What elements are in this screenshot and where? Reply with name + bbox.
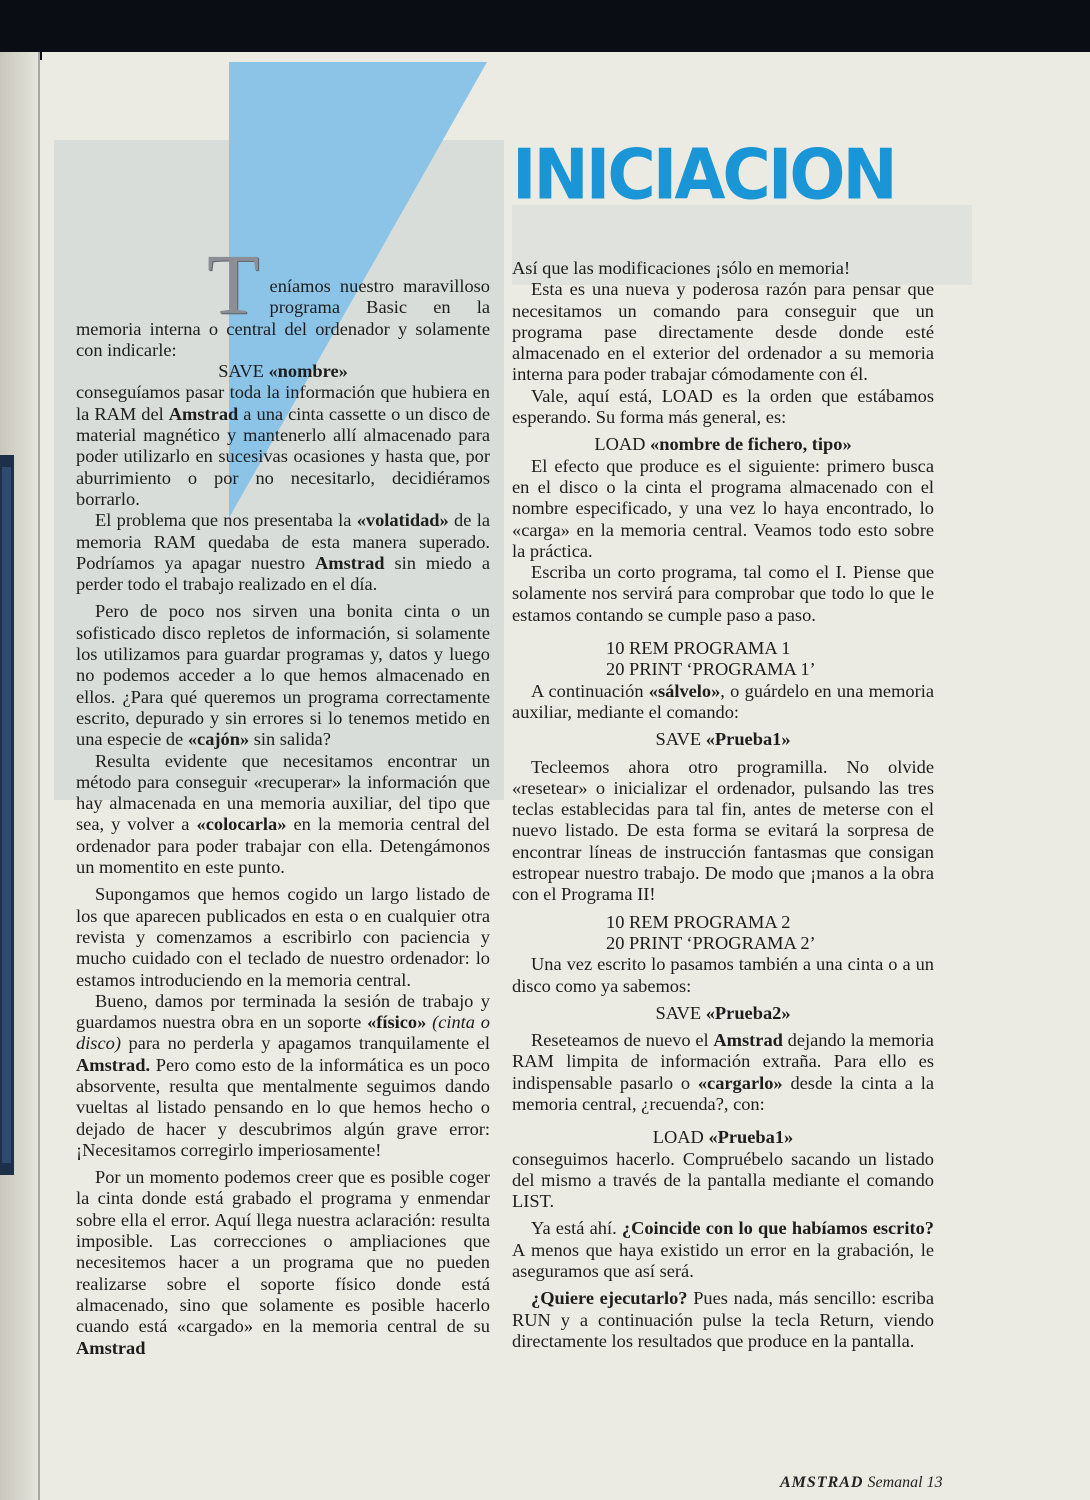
code-line: 10 REM PROGRAMA 1 — [606, 638, 791, 659]
command-save-nombre: SAVE «nombre» — [218, 361, 348, 382]
paragraph-r7: Tecleemos ahora otro programilla. No olvide «resetear» o inicializar el ordenador, pulsando las tres teclas establecidas para tal fin, antes de meterse con el nuevo listado. De esta forma se evitará la sorpresa de encontrar líneas de instrucción fantasmas que consigan estropear nuestro trabajo. De modo que ¡manos a la obra con el Programa II! — [512, 756, 934, 905]
footer-page-number: 13 — [926, 1474, 943, 1491]
code-line: 20 PRINT ‘PROGRAMA 2’ — [606, 932, 816, 953]
paragraph-r2: Esta es una nueva y poderosa razón para pensar que necesitamos un comando para conseguir que un programa pase directamente desde donde esté almacenado en el exterior del ordenador a su memoria interna para poder trabajar cómodamente con él. — [512, 279, 934, 385]
command-save-prueba2: SAVE «Prueba2» — [655, 1002, 791, 1023]
page-footer — [780, 1474, 943, 1492]
command-save-prueba1: SAVE «Prueba1» — [655, 729, 791, 750]
command-load-general: LOAD «nombre de fichero, tipo» — [594, 434, 852, 455]
paragraph-r8: Una vez escrito lo pasamos también a una cinta o a un disco como ya sabemos: — [512, 954, 934, 996]
paragraph-r3: Vale, aquí está, LOAD es la orden que estábamos esperando. Su forma más general, es: — [512, 385, 934, 428]
footer-magazine: AMSTRAD — [780, 1474, 864, 1491]
paragraph-r10: conseguimos hacerlo. Compruébelo sacando un listado del mismo a través de la pantalla mediante el comando LIST. — [512, 1148, 934, 1212]
paragraph-4: Pero de poco nos sirven una bonita cinta o un sofisticado disco repletos de información, si solamente los utilizamos para guardar programas y, datos y luego no podemos acceder a lo que hemos almacenado en ellos. ¿Para qué queremos un programa correctamente escrito, depurado y sin errores si lo tenemos metido en una especie de «cajón» sin salida? — [76, 601, 490, 750]
command-load-prueba1: LOAD «Prueba1» — [652, 1127, 794, 1148]
paragraph-r5: Escriba un corto programa, tal como el I. Piense que solamente nos servirá para comprobar que todo lo que le estamos contando se cumple paso a paso. — [512, 562, 934, 625]
right-column — [512, 258, 934, 1352]
footer-edition: Semanal — [867, 1474, 923, 1491]
intro-paragraph: Teníamos nuestro maravilloso programa Basic en la memoria interna o central del ordenador y solamente con indicarle: — [76, 236, 490, 360]
paragraph-r6: A continuación «sálvelo», o guárdelo en una memoria auxiliar, mediante el comando: — [512, 680, 934, 722]
paragraph-3: El problema que nos presentaba la «volatidad» de la memoria RAM quedaba de esta manera superado. Podríamos ya apagar nuestro Amstrad sin miedo a perder todo el trabajo realizado en el día. — [76, 510, 490, 595]
code-line: 20 PRINT ‘PROGRAMA 1’ — [606, 659, 816, 680]
paragraph-2: conseguíamos pasar toda la información que hubiera en la RAM del Amstrad a una cinta cassette o un disco de material magnético y mantenerlo allí almacenado para poder utilizarlo en sucesivas ocasiones y hasta que, por aburrimiento o por no necesitarlo, decidiéramos borrarlo. — [76, 382, 490, 509]
paragraph-8: Por un momento podemos creer que es posible coger la cinta donde está grabado el programa y enmendar sobre ella el error. Aquí llega nuestra aclaración: resulta imposible. Las correcciones o ampliaciones que necesitemos hacer a un programa que no pueden realizarse sobre el soporte físico donde está almacenado, sino que solamente es posible hacerlo cuando está «cargado» en la memoria central de su Amstrad — [76, 1167, 490, 1358]
paragraph-r9: Reseteamos de nuevo el Amstrad dejando la memoria RAM limpita de información extraña. Para ello es indispensable pasarlo o «cargarlo» desde la cinta a la memoria central, ¿recuenda?, con: — [512, 1030, 934, 1114]
paragraph-r11: Ya está ahí. ¿Coincide con lo que habíamos escrito? A menos que haya existido un error en la grabación, le aseguramos que así será. — [512, 1218, 934, 1282]
paragraph-r1: Así que las modificaciones ¡sólo en memoria! — [512, 258, 851, 278]
page-title: INICIACION — [512, 133, 895, 216]
code-line: 10 REM PROGRAMA 2 — [606, 911, 791, 932]
paragraph-7: Bueno, damos por terminada la sesión de trabajo y guardamos nuestra obra en un soporte «físico» (cinta o disco) para no perderla y apagamos tranquilamente el Amstrad. Pero como esto de la informática es un poco absorvente, resulta que mentalmente seguimos dando vueltas al listado pensando en lo que hemos hecho o dejado de hacer y descubrimos algún grave error: ¡Necesitamos corregirlo imperiosamente! — [76, 990, 490, 1160]
paragraph-6: Supongamos que hemos cogido un largo listado de los que aparecen publicados en esta o en cualquier otra revista y comenzamos a escribirlo con paciencia y mucho cuidado con el teclado de nuestro ordenador: lo estamos introduciendo en la memoria central. — [76, 884, 490, 990]
paragraph-r4: El efecto que produce es el siguiente: primero busca en el disco o la cinta el programa almacenado con el nombre especificado, y una vez lo haya encontrado, lo «carga» en la memoria central. Veamos todo esto sobre la práctica. — [512, 455, 934, 561]
left-column — [76, 236, 490, 1359]
drop-cap: T — [207, 236, 260, 332]
paragraph-5: Resulta evidente que necesitamos encontrar un método para conseguir «recuperar» la información que hay almacenada en una memoria auxiliar, del tipo que sea, y volver a «colocarla» en la memoria central del ordenador para poder trabajar con ella. Detengámonos un momentito en este punto. — [76, 750, 490, 878]
paragraph-r12: ¿Quiere ejecutarlo? Pues nada, más sencillo: escriba RUN y a continuación pulse la tecla Return, viendo directamente los resultados que produce en la pantalla. — [512, 1288, 934, 1351]
